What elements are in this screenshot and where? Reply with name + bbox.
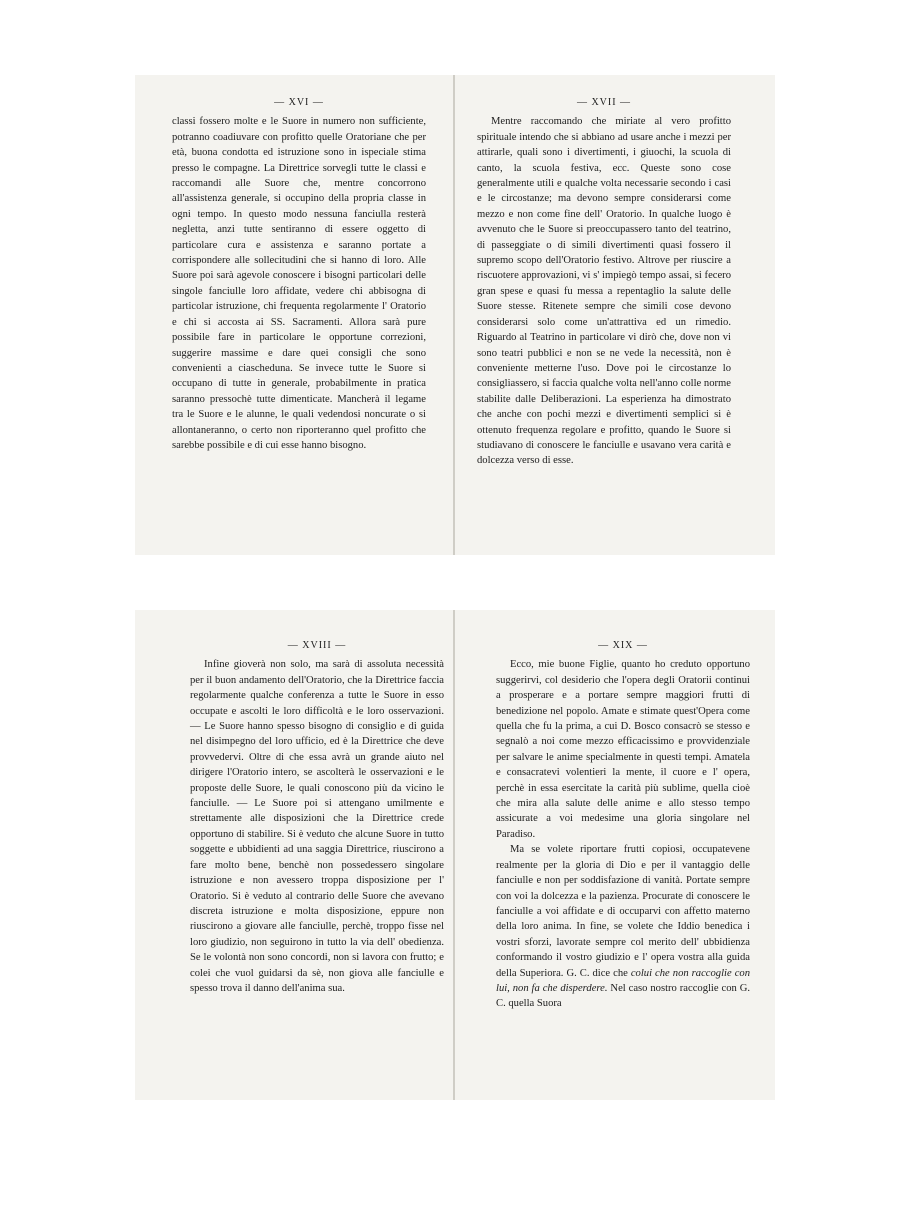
book-gutter: [453, 75, 455, 555]
page-number: — XIX —: [598, 640, 648, 651]
page-number: — XVI —: [274, 97, 324, 108]
page-xviii: [190, 638, 444, 996]
paragraph: classi fossero molte e le Suore in numero non sufficiente, potranno coadiuvare con profitto quelle Oratoriane che per età, buona condotta ed istruzione sono in ispeciale stima presso le compagne. La Direttrice sorvegli tutte le classi e raccomandi alle Suore che, mentre concorrono all'assistenza generale, si occupino della propria classe in ogni tempo. In questo modo nessuna fanciulla resterà negletta, anzi tutte sentiranno di essere oggetto di particolare cura e assistenza e saranno portate a corrispondere alle sollecitudini che si hanno di loro. Alle Suore poi sarà agevole conoscere i bisogni particolari delle singole fanciulle loro affidate, vedere chi abbisogna di particolar istruzione, chi frequenta regolarmente l' Oratorio e chi si accosta ai SS. Sacramenti. Allora sarà pure possibile fare in particolare le opportune correzioni, suggerire massime e dare quei consigli che sono convenienti a ciascheduna. Se invece tutte le Suore si occupano di tutte in generale, probabilmente in pratica saranno pressochè tutte dimenticate. Mancherà il legame tra le Suore e le alunne, le quali vedendosi noncurate o si allontaneranno, o certo non riporteranno quel profitto che sarebbe possibile e di cui esse hanno bisogno.: [172, 116, 426, 451]
paragraph-text: Nel caso nostro raccoglie con G. C. quella Suora: [496, 982, 750, 1010]
paragraph: [496, 842, 750, 1011]
paragraph: Ecco, mie buone Figlie, quanto ho creduto opportuno suggerirvi, col desiderio che l'opera degli Oratorii continui a prosperare e a portare sempre maggiori frutti di benedizione nel popolo. Amate e stimate quest'Opera come quella che fu la prima, a cui D. Bosco consacrò se stesso e segnalò a noi come mezzo efficacissimo e provvidenziale per salvare le anime specialmente in questi tempi. Amatela e consacratevi volentieri la mente, il cuore e l' opera, perchè in essa esercitate la carità più sublime, quella cioè che mira alla salute delle anime e allo stesso tempo assicurate a voi medesime una gloria singolare nel Paradiso.: [496, 659, 750, 840]
gospel-quote: colui che non raccoglie con lui, non fa che disperdere.: [496, 967, 750, 994]
paragraph: Infine gioverà non solo, ma sarà di assoluta necessità per il buon andamento dell'Oratorio, che la Direttrice faccia regolarmente qualche conferenza a tutte le Suore in esso occupate e ascolti le loro difficoltà e le loro osservazioni. — Le Suore hanno spesso bisogno di consiglio e di guida nel disimpegno del loro ufficio, ed è la Direttrice che deve provvedervi. Oltre di che essa avrà un grande aiuto nel dirigere l'Oratorio intero, se ascolterà le osservazioni e le proposte delle Suore, le quali conoscono più da vicino le fanciulle. — Le Suore poi si attengano umilmente e strettamente alle disposizioni che la Direttrice crede opportuno di stabilire. Si è veduto che alcune Suore in tutto soggette e ubbidienti ad una saggia Direttrice, riuscirono a fare molto bene, benchè non possedessero singolare istruzione e non avessero troppa disposizione per l' Oratorio. Si è veduto al contrario delle Suore che avevano discreta istruzione e molta disposizione, eppure non riuscirono a giovare alle fanciulle, perchè, troppo fisse nel loro giudizio, non seguirono in tutto la via dell' obedienza. Se le volontà non sono concordi, non si lavora con frutto; e colei che vuol guidarsi da sè, non giova alle fanciulle e spesso trova il danno dell'anima sua.: [190, 659, 444, 994]
paragraph: Mentre raccomando che miriate al vero profitto spirituale intendo che si abbiano ad usare anche i mezzi per attirarle, quali sono i divertimenti, i giuochi, la scuola di canto, la scuola festiva, ecc. Queste sono cose generalmente utili e qualche volta necessarie secondo i casi e le circostanze; ma devono sempre considerarsi come mezzo e non come fine dell' Oratorio. In qualche luogo è avvenuto che le Suore si preoccupassero tanto del teatrino, di passeggiate o di simili divertimenti quasi fossero il supremo scopo dell'Oratorio festivo. Altrove per riuscire a riscuotere approvazioni, vi s' impiegò tempo assai, si fecero gran spese e quasi fu messa a repentaglio la salute delle Suore stesse. Ritenete sempre che simili cose devono considerarsi solo come un'attrattiva ed un rimedio. Riguardo al Teatrino in particolare vi dirò che, dove non vi sono teatri pubblici e non se ne vede la necessità, non è conveniente metterne l'uso. Dove poi le circostanze lo consigliassero, si faccia qualche volta nell'anno colle norme stabilite dalle Deliberazioni. La esperienza ha dimostrato che anche con pochi mezzi e divertimenti semplici si è ottenuto frequenza regolare e profitto, quando le Suore si studiavano di conoscere le fanciulle e usavano vera carità e dolcezza verso di esse.: [477, 116, 731, 467]
book-gutter: [453, 610, 455, 1100]
page-xix: [496, 638, 750, 1012]
paragraph-text: Ma se volete riportare frutti copiosi, occupatevene realmente per la gloria di Dio e per il vantaggio delle fanciulle e non per soddisfazione di vanità. Portate sempre con voi la dolcezza e la pazienza. Procurate di conoscere le fanciulle a voi affidate e di occuparvi con affetto materno della loro anima. In fine, se volete che Iddio benedica i vostri sforzi, lavorate sempre col merito dell' ubbidienza conformando il vostro giudizio e l' opera vostra alla guida della Superiora. G. C. dice che: [496, 844, 750, 979]
page-xvi: [172, 95, 426, 453]
page-xvii: [477, 95, 731, 469]
page-number: — XVIII —: [287, 640, 347, 651]
page-number: — XVII —: [576, 97, 632, 108]
